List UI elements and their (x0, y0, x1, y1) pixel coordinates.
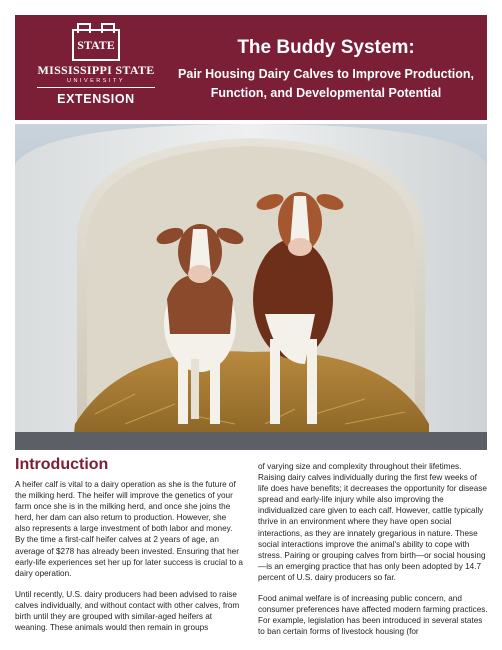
logo-divider (37, 87, 155, 88)
msu-shield-icon: STATE (72, 29, 120, 61)
document-title-block (165, 35, 487, 103)
document-title: The Buddy System: (237, 37, 415, 58)
calves-photo-illustration (15, 124, 487, 450)
body-column-right (258, 461, 488, 637)
introduction-heading: Introduction (15, 456, 109, 473)
logo-extension-word: EXTENSION (57, 92, 135, 106)
document-subtitle (165, 65, 487, 103)
paragraph: of varying size and complexity throughout their lifetimes. Raising dairy calves individually during the first few weeks of life does have benefits; it decreases the opportunity for disease spread and early-life injury while also improving the individualized care given to each calf. However, cattle typically thrive in an environment where they have open social interactions, as they are innately gregarious in nature. These social interactions improve the animal's ability to cope with stress. Pairing or grouping calves from birth—or social housing—is an emerging practice that has only been adopted by 14.7 percent of U.S. dairy producers so far. (258, 462, 487, 582)
paragraph: A heifer calf is vital to a dairy operation as she is the future of the milking herd. The heifer will improve the genetics of your farm once she is in the milking herd, and once she joins the herd, her dam can also return to production. However, she also represents a large investment of both labor and money. By the time a first-calf heifer calves at 2 years of age, an average of $278 has already been invested. Ensuring that her early-life experiences set her up for later success is crucial to a dairy operation. (15, 480, 243, 578)
subtitle-line-2: Function, and Developmental Potential (210, 86, 442, 100)
paragraph: Until recently, U.S. dairy producers had been advised to raise calves individually, and without contact with other calves, from birth until they are grouped with similar-aged heifers at weaning. These animals would then remain in groups (15, 589, 240, 633)
subtitle-line-1: Pair Housing Dairy Calves to Improve Production, (178, 67, 474, 81)
body-column-left (15, 479, 243, 633)
calves-in-hutch-photo (15, 124, 487, 450)
header-banner (15, 15, 487, 120)
paragraph: Food animal welfare is of increasing public concern, and consumer preferences have affected modern farming practices. For example, legislation has been introduced in several states to ban certain forms of livestock housing (for (258, 594, 488, 637)
logo-university-name: MISSISSIPPI STATE (37, 63, 155, 77)
logo-university-word: UNIVERSITY (66, 78, 125, 84)
msu-extension-logo (31, 29, 161, 106)
